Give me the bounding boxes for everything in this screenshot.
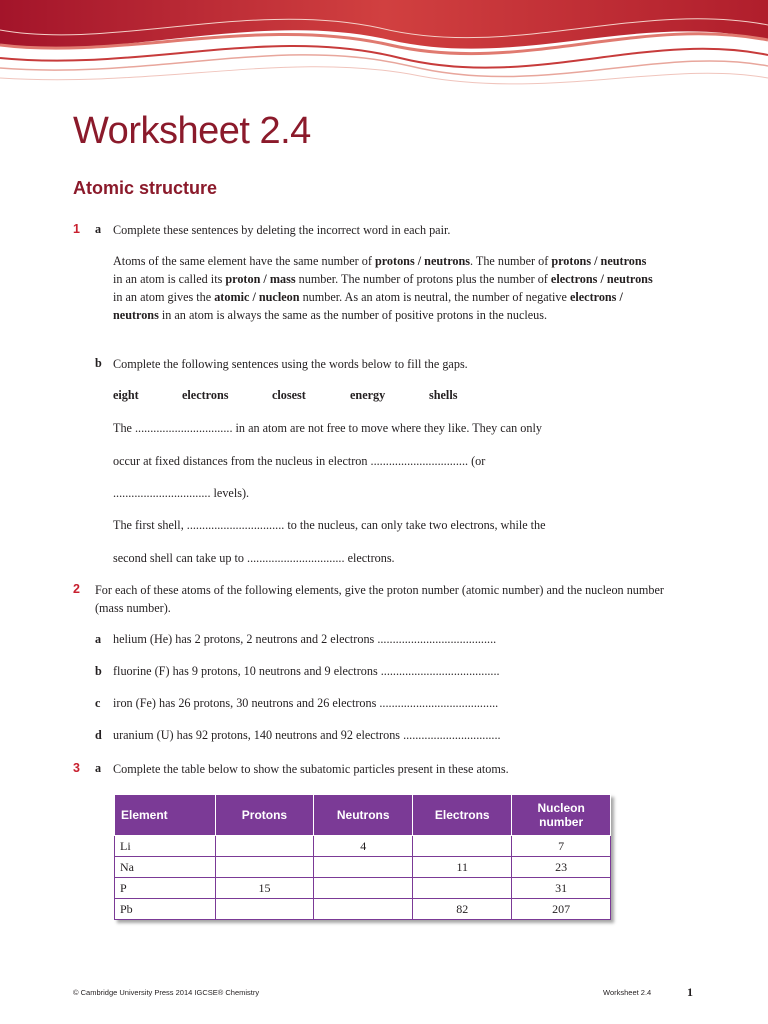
word-bank-item: eight: [113, 388, 139, 402]
table-cell: 82: [413, 899, 512, 920]
fill-sentence-5: second shell can take up to ................................ electrons.: [113, 551, 395, 565]
table-cell: Na: [115, 857, 216, 878]
part-label-1a: a: [95, 222, 102, 236]
column-header: Element: [115, 795, 216, 836]
column-header: Protons: [215, 795, 314, 836]
word-pair-choice[interactable]: electrons / neutrons: [550, 272, 653, 286]
part-label-1b: b: [95, 356, 102, 370]
paragraph-text: in an atom is always the same as the number of positive protons in the nucleus.: [158, 308, 548, 322]
fill-sentence-1: The ................................ in an atom are not free to move where they like. They can only: [113, 421, 542, 435]
word-bank-item: energy: [350, 388, 386, 402]
fill-sentence-3: ................................ levels).: [113, 486, 250, 500]
word-bank-item: shells: [429, 388, 458, 402]
q1a-instruction: Complete these sentences by deleting the incorrect word in each pair.: [113, 223, 451, 237]
header-wave-decoration: [0, 0, 768, 105]
column-header: Neutrons: [314, 795, 413, 836]
paragraph-text: . The number of: [470, 254, 552, 268]
table-cell: Li: [115, 836, 216, 857]
table-cell: Pb: [115, 899, 216, 920]
table-cell: 31: [512, 878, 611, 899]
fill-sentence-4: The first shell, ................................ to the nucleus, can only take two electrons, while the: [113, 518, 546, 532]
part-label-3a: a: [95, 761, 102, 775]
word-pair-choice[interactable]: proton / mass: [225, 272, 296, 286]
word-pair-choice[interactable]: atomic / nucleon: [214, 290, 300, 304]
q1b-instruction: Complete the following sentences using the words below to fill the gaps.: [113, 357, 468, 371]
table-row: [115, 836, 611, 857]
table-cell: 15: [215, 878, 314, 899]
question-number-1: 1: [73, 222, 80, 236]
table-cell[interactable]: [215, 836, 314, 857]
word-pair-choice[interactable]: protons / neutrons: [551, 254, 647, 268]
word-pair-choice[interactable]: protons / neutrons: [374, 254, 470, 268]
column-header: Electrons: [413, 795, 512, 836]
q2-item: fluorine (F) has 9 protons, 10 neutrons and 9 electrons .......................................: [113, 664, 500, 678]
paragraph-text: Atoms of the same element have the same number of: [113, 254, 375, 268]
table-cell[interactable]: [413, 878, 512, 899]
page-number: 1: [687, 985, 693, 999]
section-title: Atomic structure: [73, 178, 218, 198]
table-row: [115, 857, 611, 878]
word-bank-item: electrons: [182, 388, 229, 402]
q2-item: iron (Fe) has 26 protons, 30 neutrons and 26 electrons .......................................: [113, 696, 499, 710]
paragraph-text: in an atom gives the: [113, 290, 215, 304]
table-cell: 7: [512, 836, 611, 857]
table-cell[interactable]: [314, 878, 413, 899]
table-cell: 207: [512, 899, 611, 920]
footer-worksheet-label: Worksheet 2.4: [603, 988, 652, 997]
table-cell[interactable]: [215, 857, 314, 878]
part-label-2b: b: [95, 664, 102, 678]
column-header: Nucleon number: [512, 795, 611, 836]
subatomic-particles-table: [114, 794, 611, 920]
table-cell: 23: [512, 857, 611, 878]
page-title: Worksheet 2.4: [73, 110, 311, 152]
q2-instruction: For each of these atoms of the following elements, give the proton number (atomic number) and the nucleon number (mass number).: [95, 583, 664, 615]
fill-sentence-2: occur at fixed distances from the nucleus in electron ................................ (or: [113, 454, 486, 468]
table-header-row: [115, 795, 611, 836]
q1a-paragraph: [113, 252, 658, 324]
table-row: [115, 899, 611, 920]
word-bank-item: closest: [272, 388, 306, 402]
paragraph-text: number. The number of protons plus the number of: [295, 272, 551, 286]
part-label-2c: c: [95, 696, 101, 710]
question-number-2: 2: [73, 582, 80, 596]
footer-copyright: © Cambridge University Press 2014 IGCSE® Chemistry: [73, 988, 260, 997]
word-pair-choice[interactable]: electrons / neutrons: [113, 290, 623, 322]
q3a-instruction: Complete the table below to show the subatomic particles present in these atoms.: [113, 762, 509, 776]
question-number-3: 3: [73, 761, 80, 775]
table-cell: 11: [413, 857, 512, 878]
table-row: [115, 878, 611, 899]
paragraph-text: number. As an atom is neutral, the number of negative: [299, 290, 570, 304]
table-cell: P: [115, 878, 216, 899]
part-label-2a: a: [95, 632, 102, 646]
q2-item: uranium (U) has 92 protons, 140 neutrons and 92 electrons ................................: [113, 728, 501, 742]
q2-item: helium (He) has 2 protons, 2 neutrons and 2 electrons .......................................: [113, 632, 497, 646]
table-cell[interactable]: [413, 836, 512, 857]
part-label-2d: d: [95, 728, 102, 742]
table-cell: 4: [314, 836, 413, 857]
table-cell[interactable]: [215, 899, 314, 920]
paragraph-text: in an atom is called its: [113, 272, 226, 286]
table-cell[interactable]: [314, 899, 413, 920]
table-cell[interactable]: [314, 857, 413, 878]
